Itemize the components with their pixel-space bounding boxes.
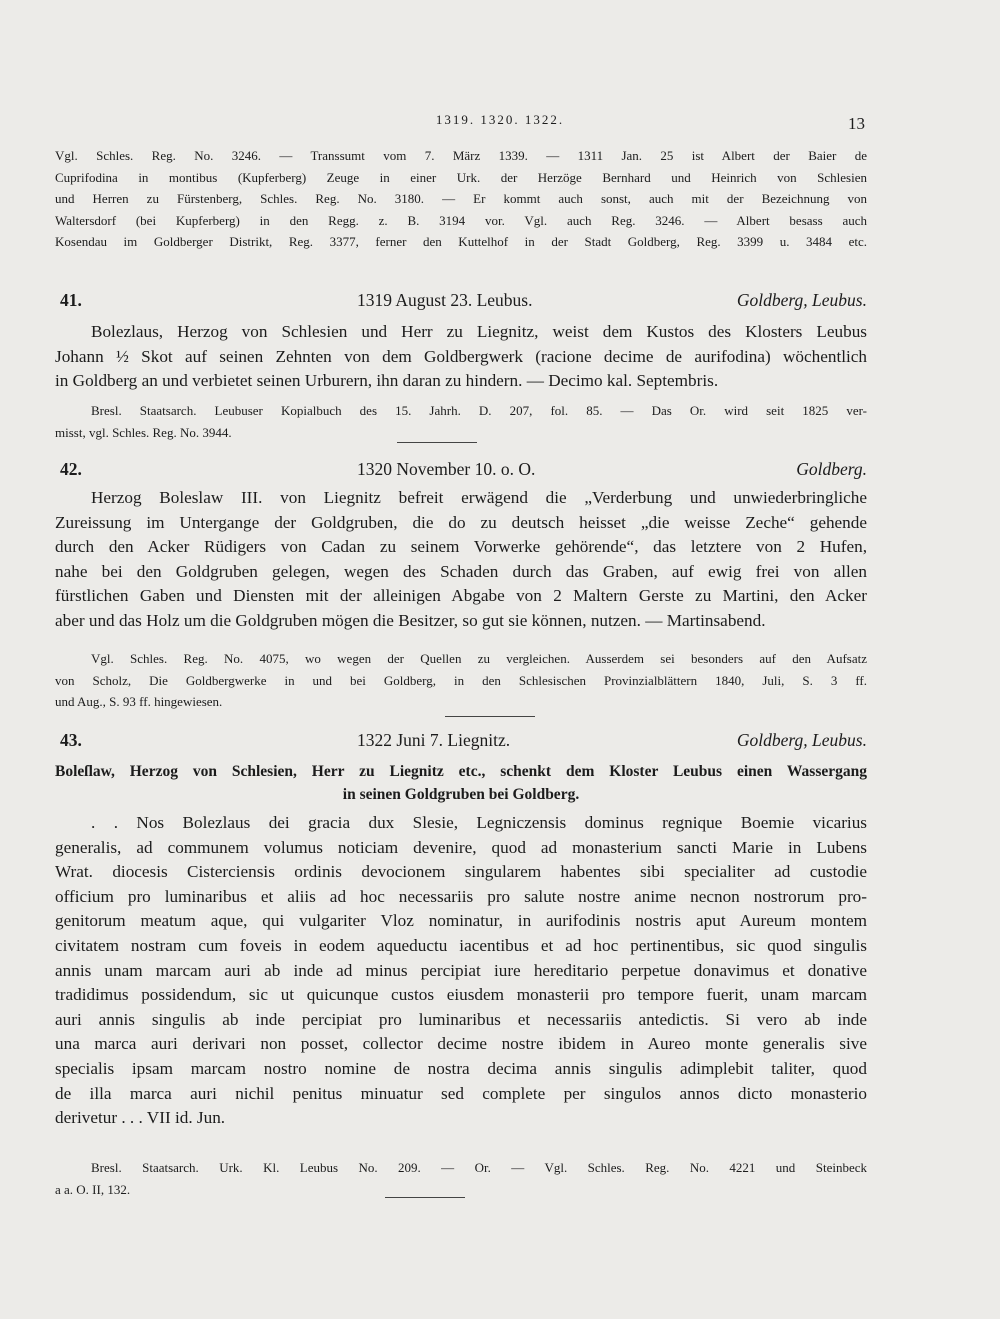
entry-summary-43: [55, 760, 867, 806]
entry-note-43: [55, 1157, 867, 1200]
text-line: in Goldberg an und verbietet seinen Urburern, ihn daran zu hindern. — Decimo kal. Septembris.: [55, 371, 719, 391]
note-line: a a. O. II, 132.: [55, 1181, 131, 1197]
entry-number: 41.: [60, 290, 82, 310]
entry-number: 42.: [60, 459, 82, 479]
intro-note-line: und Herren zu Fürstenberg, Schles. Reg. No. 3180. — Er kommt auch sonst, auch mit der Bezeichnung von: [55, 191, 867, 206]
entry-number: 43.: [60, 730, 82, 750]
note-line: misst, vgl. Schles. Reg. No. 3944.: [55, 424, 232, 440]
text-line: aber und das Holz um die Goldgruben mögen die Besitzer, so gut sie können, nutzen. — Martinsabend.: [55, 610, 766, 630]
summary-line: Boleſlaw, Herzog von Schlesien, Herr zu Liegnitz etc., schenkt dem Kloster Leubus einen Wassergang: [55, 763, 867, 780]
text-line: Bolezlaus, Herzog von Schlesien und Herr zu Liegnitz, weist dem Kustos des Klosters Leubus: [91, 322, 867, 341]
entry-note-42: [55, 648, 867, 713]
section-divider: [397, 442, 477, 443]
summary-line: in seinen Goldgruben bei Goldberg.: [342, 786, 580, 803]
note-line: und Aug., S. 93 ff. hingewiesen.: [55, 694, 223, 709]
text-line: specialis ipsam marcam nostro nomine de nostra decima annis singulis adimplebit taliter, quod: [55, 1058, 867, 1078]
text-line: nahe bei den Goldgruben gelegen, wegen des Schaden durch das Graben, auf ewig frei von allen: [55, 561, 867, 581]
text-line: fürstlichen Gaben und Diensten mit der alleinigen Abgabe von 2 Maltern Gerste zu Martini, den Acker: [55, 586, 867, 606]
text-line: tradidimus possidendum, sic ut quicunque custos eiusdem monasterii pro tempore fuerit, unam marcam: [55, 985, 867, 1005]
entry-text-42: [55, 486, 867, 634]
note-line: Bresl. Staatsarch. Urk. Kl. Leubus No. 209. — Or. — Vgl. Schles. Reg. No. 4221 und Steinbeck: [91, 1160, 867, 1175]
entry-place: Goldberg, Leubus.: [736, 730, 867, 750]
entry-note-41: [55, 400, 867, 443]
text-line: derivetur . . . VII id. Jun.: [55, 1108, 226, 1128]
intro-note-line: Vgl. Schles. Reg. No. 3246. — Transsumt vom 7. März 1339. — 1311 Jan. 25 ist Albert der Baier de: [55, 148, 867, 163]
entry-header-41: [55, 290, 867, 316]
note-line: von Scholz, Die Goldbergwerke in und bei Goldberg, in den Schlesischen Provinzialblättern 1840, Juli, S. 3 ff.: [55, 672, 867, 688]
section-divider: [445, 716, 535, 717]
text-line: officium pro luminaribus et aliis ad hoc necessariis pro salute nostre anime necnon nostrorum pro-: [55, 886, 867, 906]
text-line: generalis, ad communem volumus noticiam devenire, quod ad monasterium sancti Marie in Lubens: [55, 837, 867, 857]
entry-date: 1322 Juni 7. Liegnitz.: [357, 730, 511, 750]
text-line: una marca auri derivari non posset, collector decime nostre ibidem in Aureo monte generalis sive: [55, 1034, 867, 1054]
text-line: . . Nos Bolezlaus dei gracia dux Slesie, Legniczensis dominus regnique Boemie vicarius: [91, 813, 867, 832]
note-line: Vgl. Schles. Reg. No. 4075, wo wegen der Quellen zu vergleichen. Ausserdem sei besonders auf den Aufsatz: [91, 651, 867, 666]
entry-text-41: [55, 320, 867, 394]
intro-note: [55, 145, 867, 253]
text-line: Herzog Boleslaw III. von Liegnitz befreit erwägend die „Verderbung und unwiederbringliche: [91, 488, 867, 507]
text-line: Johann ½ Skot auf seinen Zehnten von dem Goldbergwerk (racione decime de aurifodina) wöchentlich: [55, 346, 867, 366]
entry-place: Goldberg.: [796, 459, 867, 479]
text-line: durch den Acker Rüdigers von Cadan zu seinem Vorwerke gehörende“, das letztere von 2 Hufen,: [55, 537, 867, 557]
entry-header-43: [55, 730, 867, 756]
entry-text-43: [55, 811, 867, 1131]
entry-header-42: [55, 459, 867, 485]
text-line: civitatem nostram cum foveis in eodem aqueductu iacentibus et ad hoc pertinentibus, sic quod singulis: [55, 935, 867, 955]
page-number: 13: [848, 114, 865, 133]
section-divider: [385, 1197, 465, 1198]
entry-date: 1320 November 10. o. O.: [357, 459, 536, 479]
intro-note-line: Waltersdorf (bei Kupferberg) in den Regg. z. B. 3194 vor. Vgl. auch Reg. 3246. — Albert besass auch: [55, 212, 867, 228]
entry-date: 1319 August 23. Leubus.: [357, 290, 533, 310]
entry-place: Goldberg, Leubus.: [736, 290, 867, 310]
text-line: de illa marca auri nichil penitus minuatur sed complete per singulos annos dicto monasterio: [55, 1083, 867, 1103]
text-line: Wrat. diocesis Cisterciensis ordinis devocionem singularem habentes sibi specialiter ad custodie: [55, 862, 867, 882]
intro-note-line: Cuprifodina in montibus (Kupferberg) Zeuge in einer Urk. der Herzöge Bernhard und Heinrich von Schlesien: [55, 169, 867, 185]
text-line: genitorum meatum aque, qui vulgariter Vloz nominatur, in aurifodinis nostris aput Aureum montem: [55, 911, 867, 931]
running-head: 1319. 1320. 1322.: [435, 112, 565, 127]
note-line: Bresl. Staatsarch. Leubuser Kopialbuch des 15. Jahrh. D. 207, fol. 85. — Das Or. wird seit 1825 ver-: [91, 403, 867, 418]
text-line: annis unam marcam auri ab inde ad minus percipiat iure hereditario perpetue donavimus et donative: [55, 960, 867, 980]
text-line: auri annis singulis ab inde percipiat pro luminaribus et necessariis antedictis. Si vero ab inde: [55, 1009, 867, 1029]
intro-note-line: Kosendau im Goldberger Distrikt, Reg. 3377, ferner den Kuttelhof in der Stadt Goldberg, Reg. 3399 u. 3484 etc.: [55, 234, 867, 249]
text-line: Zureissung im Untergange der Goldgruben, die do zu deutsch heisset „die weisse Zeche“ gehende: [55, 512, 867, 532]
